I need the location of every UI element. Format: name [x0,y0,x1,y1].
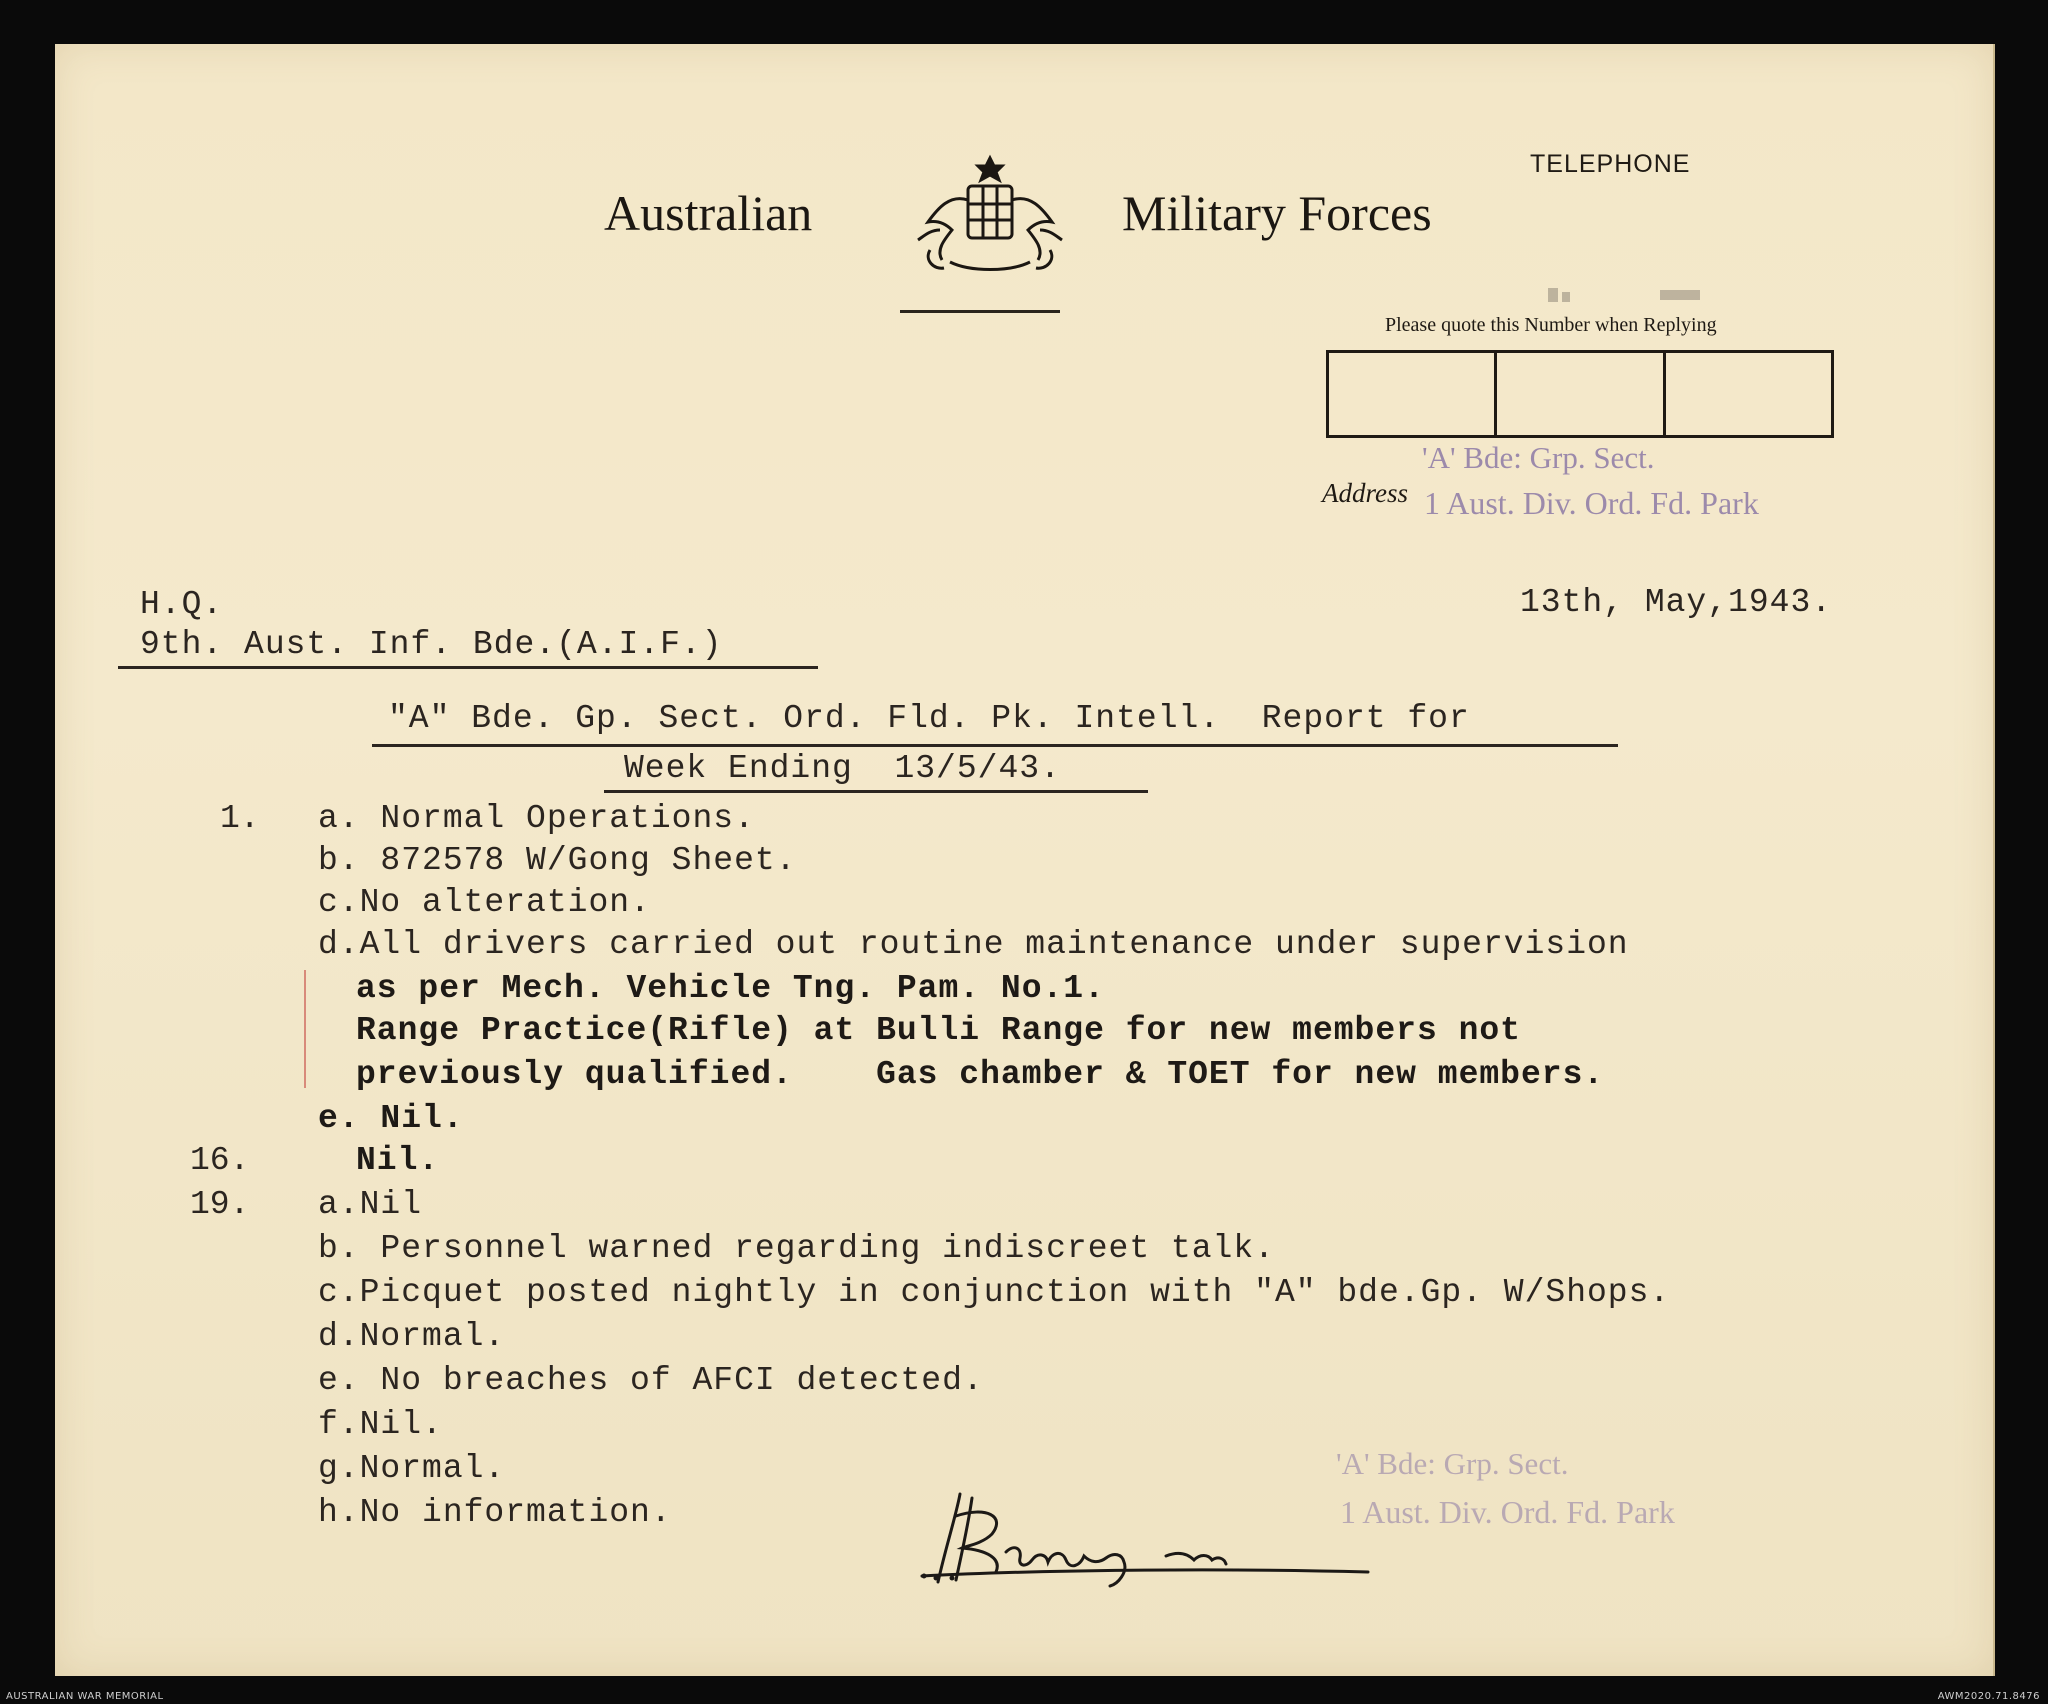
item-16: Nil. [356,1142,440,1179]
report-title-line2: Week Ending 13/5/43. [624,750,1061,787]
address-label: Address [1322,478,1408,508]
item-19e: e. No breaches of AFCI detected. [318,1362,984,1399]
item-1e: e. Nil. [318,1100,464,1137]
section-number-16: 16. [190,1142,250,1179]
item-1c: c.No alteration. [318,884,651,921]
unit-stamp-line2: 1 Aust. Div. Ord. Fd. Park [1424,485,1759,521]
report-title-line1: "A" Bde. Gp. Sect. Ord. Fld. Pk. Intell. Report for [388,700,1470,737]
letter-date: 13th, May,1943. [1520,584,1833,621]
red-margin-mark [304,970,306,1088]
reference-box-1 [1329,353,1497,435]
unit-stamp-faint-line1: 'A' Bde: Grp. Sect. [1336,1446,1569,1481]
reference-box-2 [1497,353,1665,435]
title-underline-2 [604,790,1148,793]
quote-number-label: Please quote this Number when Replying [1385,314,1717,336]
item-1a: a. Normal Operations. [318,800,755,837]
archive-reference: AWM2020.71.8476 [1937,1691,2040,1702]
item-19h: h.No information. [318,1494,672,1531]
recipient-underline [118,666,818,669]
coat-of-arms-icon [910,150,1070,300]
telephone-label: TELEPHONE [1530,150,1691,178]
recipient-line1: H.Q. [140,586,224,623]
letterhead-right: Military Forces [1122,185,1432,241]
archive-credit: AUSTRALIAN WAR MEMORIAL [6,1691,164,1702]
item-1d-line2: as per Mech. Vehicle Tng. Pam. No.1. [356,970,1105,1007]
letterhead-left: Australian [604,185,813,241]
title-underline-1 [372,744,1618,747]
unit-stamp-faint-line2: 1 Aust. Div. Ord. Fd. Park [1340,1494,1675,1530]
letterhead-rule [900,310,1060,313]
item-1d-line1: d.All drivers carried out routine maintenance under supervision [318,926,1629,963]
reference-number-boxes [1326,350,1834,438]
item-19g: g.Normal. [318,1450,506,1487]
item-1d-line4: previously qualified. Gas chamber & TOET for new members. [356,1056,1605,1093]
item-19b: b. Personnel warned regarding indiscreet talk. [318,1230,1275,1267]
item-19d: d.Normal. [318,1318,506,1355]
recipient-line2: 9th. Aust. Inf. Bde.(A.I.F.) [140,626,723,663]
item-1b: b. 872578 W/Gong Sheet. [318,842,797,879]
reference-box-3 [1666,353,1831,435]
section-number-1: 1. [220,800,260,837]
faint-ink-marks [1540,276,1740,316]
item-19f: f.Nil. [318,1406,443,1443]
section-number-19: 19. [190,1186,250,1223]
item-1d-line3: Range Practice(Rifle) at Bulli Range for new members not [356,1012,1521,1049]
handwritten-signature [916,1486,1376,1596]
item-19c: c.Picquet posted nightly in conjunction with "A" bde.Gp. W/Shops. [318,1274,1671,1311]
unit-stamp-line1: 'A' Bde: Grp. Sect. [1422,440,1655,475]
item-19a: a.Nil [318,1186,423,1223]
